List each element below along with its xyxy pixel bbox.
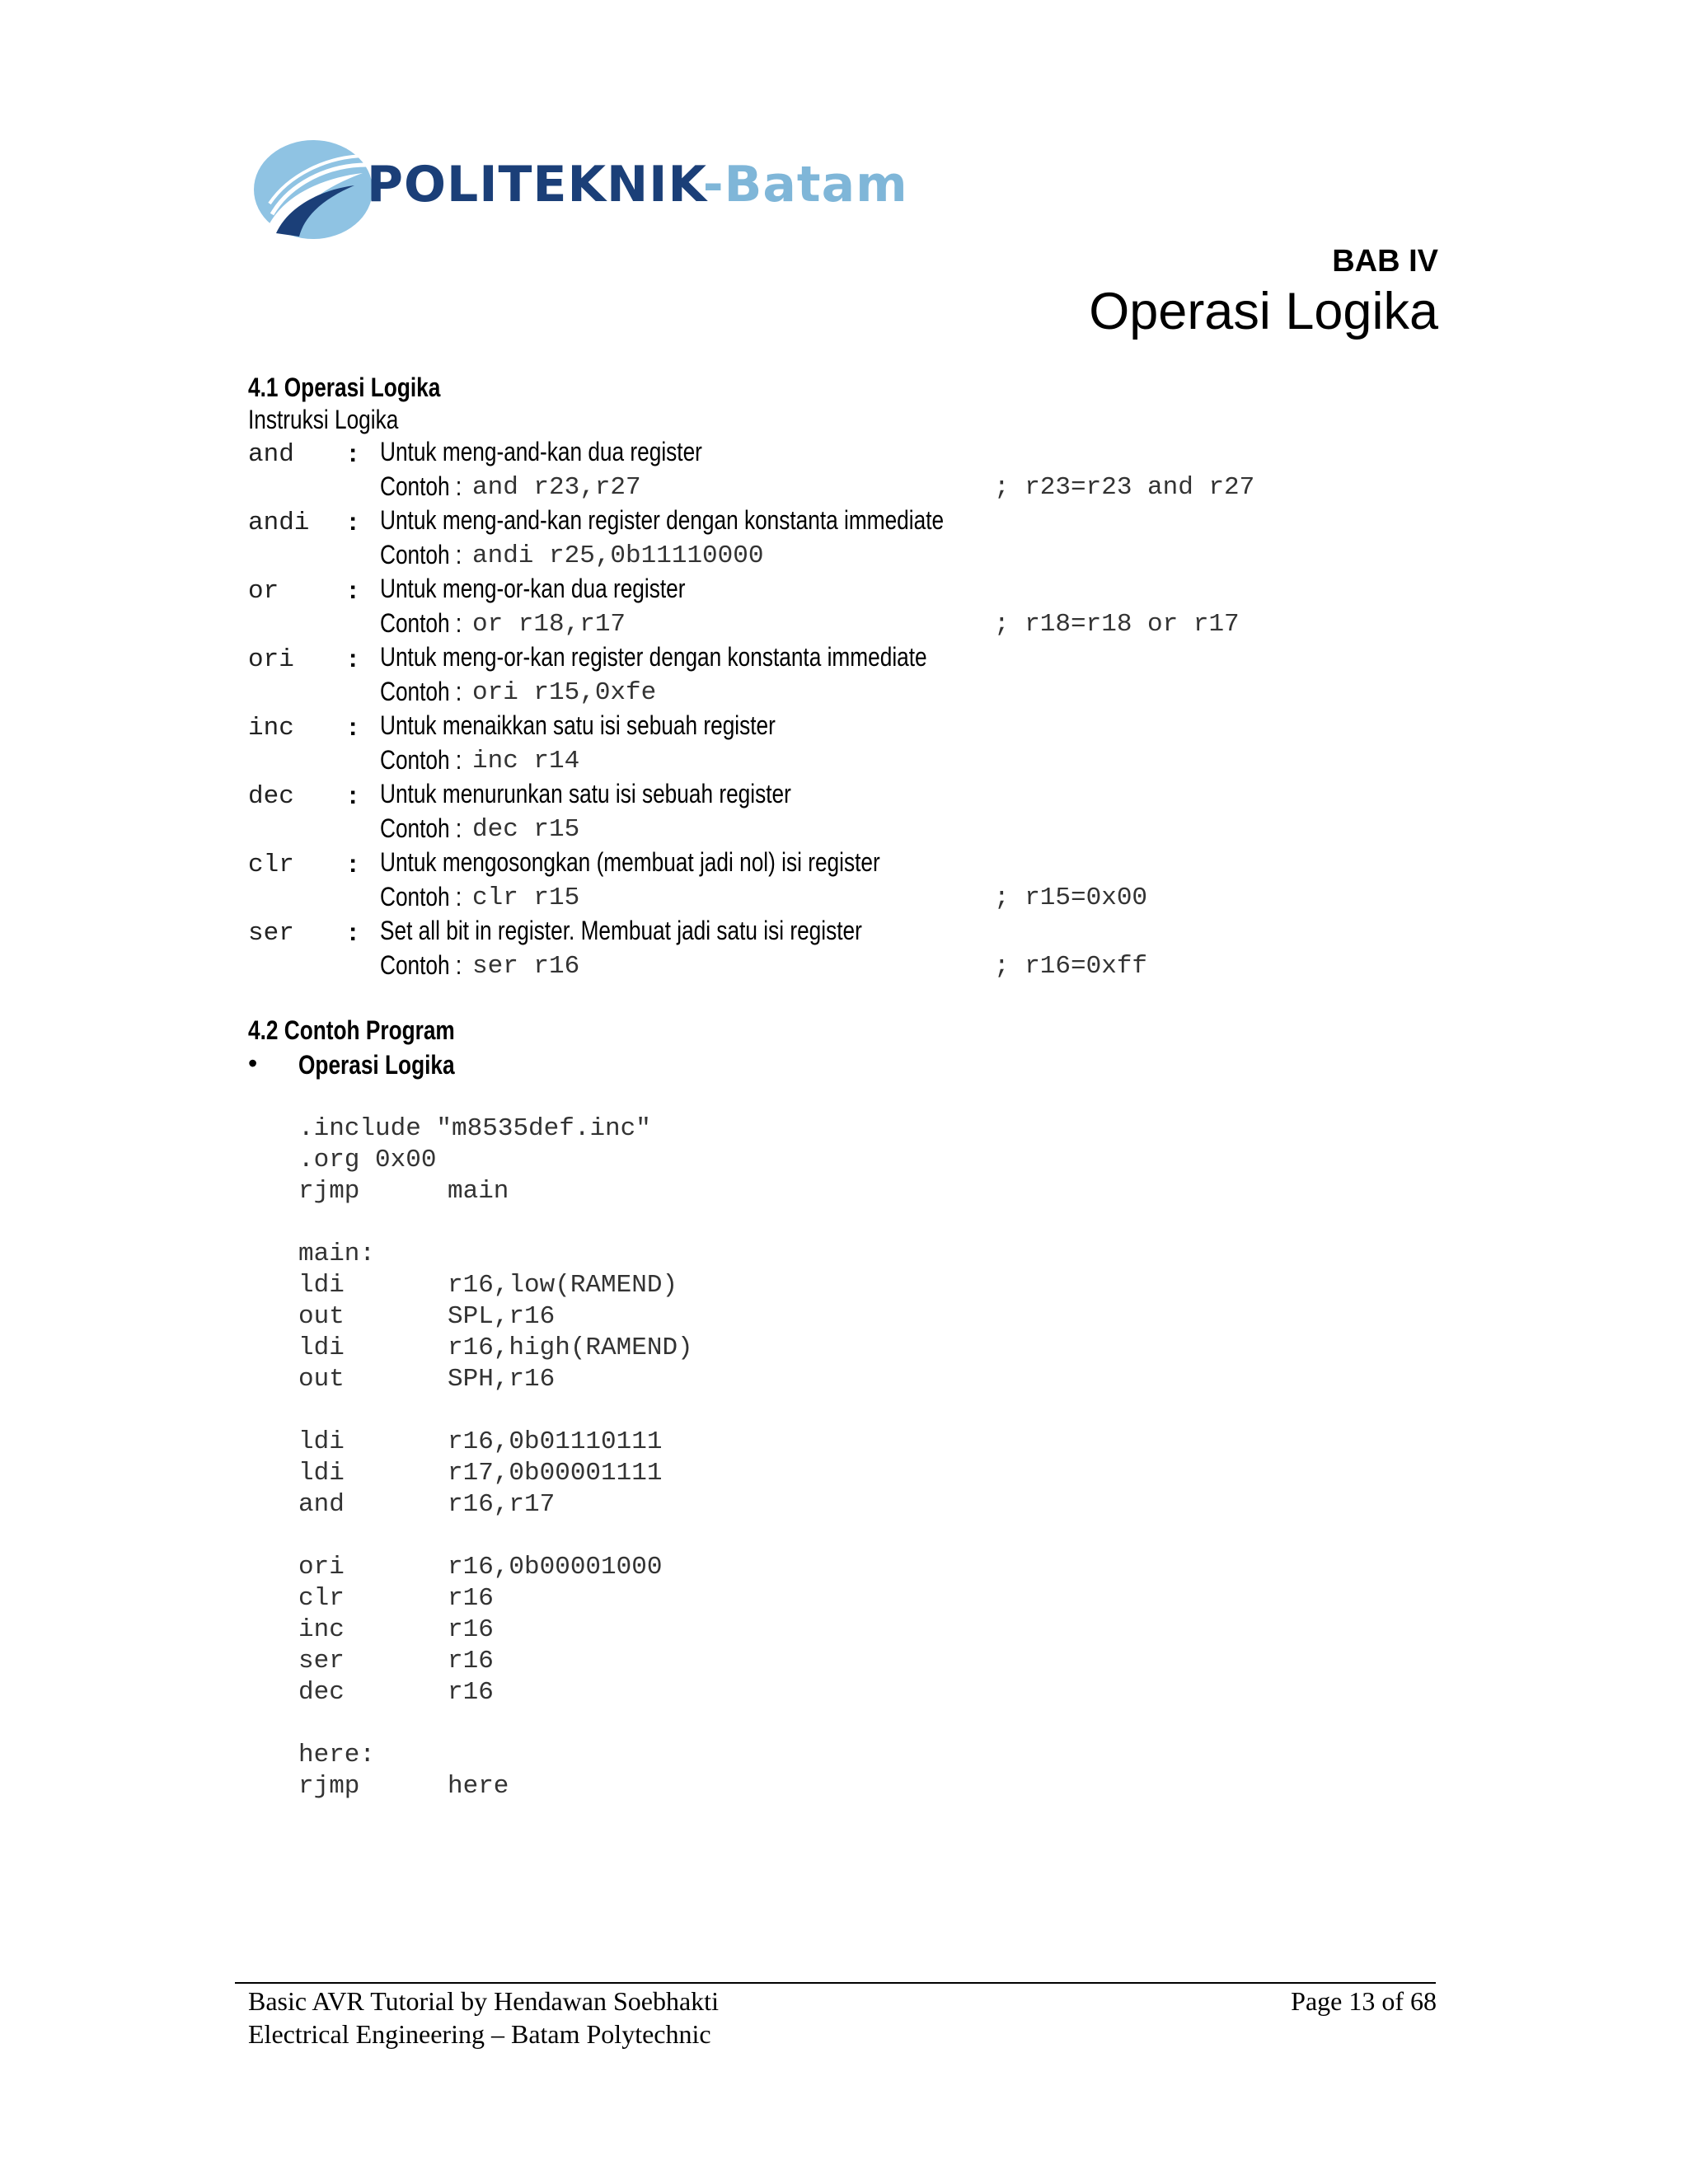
instruction-description: Untuk meng-and-kan dua register bbox=[380, 437, 702, 466]
code-opcode: ldi bbox=[298, 1459, 345, 1488]
code-operand: here bbox=[448, 1772, 509, 1801]
instruction-example bbox=[380, 608, 1240, 639]
instruction-mnemonic: ser bbox=[248, 919, 294, 948]
instruction-description: Untuk meng-and-kan register dengan konstanta immediate bbox=[380, 505, 945, 535]
code-opcode: .org 0x00 bbox=[298, 1146, 437, 1174]
instruction-colon: : bbox=[349, 438, 358, 467]
example-code: or r18,r17 bbox=[472, 610, 626, 639]
example-label: Contoh : bbox=[380, 813, 462, 843]
code-opcode: main: bbox=[298, 1240, 376, 1268]
instruction-item bbox=[248, 847, 1484, 916]
instruction-item bbox=[248, 916, 1484, 984]
instruction-item bbox=[248, 710, 1484, 779]
instruction-mnemonic: or bbox=[248, 577, 279, 606]
instruction-example bbox=[380, 471, 1255, 502]
code-opcode: clr bbox=[298, 1584, 345, 1613]
instruction-colon: : bbox=[349, 849, 358, 878]
instruction-example bbox=[380, 813, 580, 844]
code-operand: r17,0b00001111 bbox=[448, 1459, 663, 1488]
instruction-mnemonic: and bbox=[248, 440, 294, 469]
instruction-colon: : bbox=[349, 917, 358, 946]
instruction-mnemonic: andi bbox=[248, 509, 310, 537]
example-code: clr r15 bbox=[472, 883, 580, 912]
instruction-colon: : bbox=[349, 644, 358, 673]
instruction-colon: : bbox=[349, 507, 358, 536]
code-opcode: ori bbox=[298, 1553, 345, 1582]
footer-institution: Electrical Engineering – Batam Polytechnic bbox=[248, 2019, 711, 2049]
instruction-example bbox=[380, 540, 764, 570]
chapter-title: Operasi Logika bbox=[1089, 283, 1438, 340]
bullet-item: Operasi Logika bbox=[298, 1050, 455, 1080]
instruction-mnemonic: clr bbox=[248, 851, 294, 879]
code-operand: r16 bbox=[448, 1584, 494, 1613]
instruction-description: Untuk menurunkan satu isi sebuah register bbox=[380, 779, 791, 808]
example-code: dec r15 bbox=[472, 815, 580, 844]
instruction-mnemonic: ori bbox=[248, 645, 294, 674]
example-comment: ; r16=0xff bbox=[994, 952, 1148, 981]
instruction-item bbox=[248, 642, 1484, 710]
instruction-example bbox=[380, 745, 580, 776]
example-code: inc r14 bbox=[472, 747, 580, 776]
instruction-example bbox=[380, 677, 657, 707]
code-operand: r16,r17 bbox=[448, 1490, 556, 1519]
footer-author: Basic AVR Tutorial by Hendawan Soebhakti bbox=[248, 1986, 719, 2016]
instruction-description: Untuk menaikkan satu isi sebuah register bbox=[380, 710, 776, 740]
logo-emblem-icon bbox=[251, 136, 375, 247]
code-operand: SPH,r16 bbox=[448, 1365, 556, 1394]
section-heading-4-1: 4.1 Operasi Logika bbox=[248, 373, 441, 402]
code-opcode: dec bbox=[298, 1678, 345, 1707]
instruction-example bbox=[380, 950, 1148, 981]
code-operand: r16 bbox=[448, 1615, 494, 1644]
instruction-description: Set all bit in register. Membuat jadi satu isi register bbox=[380, 916, 862, 945]
code-opcode: .include "m8535def.inc" bbox=[298, 1114, 651, 1143]
code-operand: main bbox=[448, 1177, 509, 1206]
instruction-item bbox=[248, 505, 1484, 574]
code-operand: SPL,r16 bbox=[448, 1302, 556, 1331]
example-comment: ; r23=r23 and r27 bbox=[994, 473, 1255, 502]
instruction-list bbox=[248, 437, 1484, 984]
example-comment: ; r18=r18 or r17 bbox=[994, 610, 1240, 639]
footer-divider bbox=[235, 1982, 1436, 1984]
code-operand: r16,0b01110111 bbox=[448, 1427, 663, 1456]
politeknik-batam-logo bbox=[251, 136, 908, 247]
example-label: Contoh : bbox=[380, 745, 462, 775]
example-code: ser r16 bbox=[472, 952, 580, 981]
instruction-example bbox=[380, 882, 1148, 912]
code-opcode: ldi bbox=[298, 1427, 345, 1456]
section-subheading: Instruksi Logika bbox=[248, 405, 399, 434]
example-label: Contoh : bbox=[380, 608, 462, 638]
instruction-description: Untuk mengosongkan (membuat jadi nol) isi register bbox=[380, 847, 880, 877]
instruction-item bbox=[248, 779, 1484, 847]
instruction-colon: : bbox=[349, 712, 358, 741]
code-opcode: ldi bbox=[298, 1271, 345, 1300]
code-opcode: inc bbox=[298, 1615, 345, 1644]
instruction-description: Untuk meng-or-kan register dengan konstanta immediate bbox=[380, 642, 927, 672]
example-label: Contoh : bbox=[380, 471, 462, 501]
logo-wordmark: POLITEKNIK-Batam bbox=[367, 156, 908, 213]
example-comment: ; r15=0x00 bbox=[994, 883, 1148, 912]
instruction-colon: : bbox=[349, 575, 358, 604]
example-label: Contoh : bbox=[380, 677, 462, 706]
code-opcode: ldi bbox=[298, 1333, 345, 1362]
example-code: ori r15,0xfe bbox=[472, 678, 657, 707]
bullet-icon: • bbox=[248, 1048, 258, 1078]
code-operand: r16,0b00001000 bbox=[448, 1553, 663, 1582]
example-code: and r23,r27 bbox=[472, 473, 641, 502]
chapter-label: BAB IV bbox=[1332, 244, 1438, 279]
instruction-mnemonic: inc bbox=[248, 714, 294, 743]
example-label: Contoh : bbox=[380, 540, 462, 569]
instruction-item bbox=[248, 574, 1484, 642]
code-opcode: out bbox=[298, 1302, 345, 1331]
instruction-item bbox=[248, 437, 1484, 505]
section-heading-4-2: 4.2 Contoh Program bbox=[248, 1015, 455, 1045]
code-opcode: here: bbox=[298, 1741, 376, 1769]
example-code: andi r25,0b11110000 bbox=[472, 541, 764, 570]
example-label: Contoh : bbox=[380, 950, 462, 980]
code-opcode: ser bbox=[298, 1647, 345, 1675]
code-operand: r16 bbox=[448, 1678, 494, 1707]
code-opcode: and bbox=[298, 1490, 345, 1519]
code-opcode: rjmp bbox=[298, 1772, 360, 1801]
code-operand: r16,high(RAMEND) bbox=[448, 1333, 693, 1362]
instruction-mnemonic: dec bbox=[248, 782, 294, 811]
example-label: Contoh : bbox=[380, 882, 462, 912]
logo-main-text: POLITEKNIK bbox=[367, 156, 703, 213]
code-opcode: out bbox=[298, 1365, 345, 1394]
page-number: Page 13 of 68 bbox=[1291, 1986, 1437, 2016]
code-operand: r16 bbox=[448, 1647, 494, 1675]
instruction-description: Untuk meng-or-kan dua register bbox=[380, 574, 686, 603]
code-operand: r16,low(RAMEND) bbox=[448, 1271, 678, 1300]
logo-sub-text: Batam bbox=[724, 156, 908, 213]
code-opcode: rjmp bbox=[298, 1177, 360, 1206]
instruction-colon: : bbox=[349, 780, 358, 809]
